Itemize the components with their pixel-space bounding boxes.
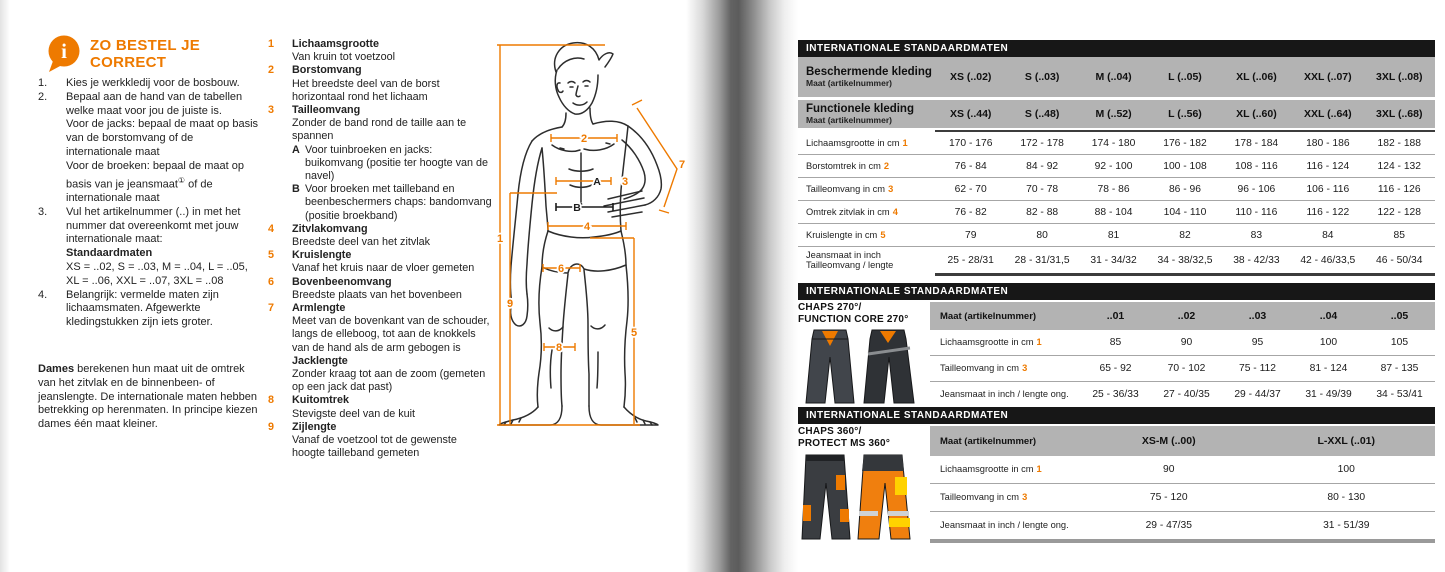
human-outline: [496, 43, 661, 425]
size-value-cell: 28 - 31/31,5: [1014, 254, 1070, 266]
size-column-header: XL (..60): [1236, 108, 1277, 120]
size-column-header: L (..56): [1168, 108, 1202, 120]
size-value-cell: 87 - 135: [1380, 363, 1419, 374]
size-value-cell: 25 - 36/33: [1092, 389, 1139, 400]
size-column-header: L (..05): [1168, 71, 1202, 83]
size-value-cell: 34 - 38/32,5: [1157, 254, 1213, 266]
definition-item: [268, 421, 492, 461]
size-value-cell: 104 - 110: [1163, 206, 1207, 218]
step-item: [38, 77, 262, 91]
column-group-sublabel: Maat (artikelnummer): [806, 115, 892, 126]
size-value-cell: 29 - 47/35: [1145, 520, 1192, 531]
size-value-cell: 65 - 92: [1099, 363, 1132, 374]
figure-ref-number: 3: [1022, 363, 1028, 374]
definition-desc: Vanaf het kruis naar de vloer gemeten: [292, 262, 475, 275]
measure-label-a: A: [593, 176, 601, 188]
page-edge-shade: [0, 0, 10, 572]
product-photo-chaps-360: [798, 451, 926, 543]
definition-item: [268, 223, 492, 249]
measure-line-b: [556, 203, 613, 211]
definition-desc: Zonder kraag tot aan de zoom (gemeten op een jack dat past): [292, 368, 486, 394]
page-fold-shadow: [686, 0, 798, 572]
ordering-steps: [38, 77, 262, 330]
figure-ref-number: 5: [880, 229, 886, 240]
step-number: 1.: [38, 77, 48, 89]
definition-desc: Stevigste deel van de kuit: [292, 407, 416, 420]
product-block: [798, 302, 928, 412]
figure-ref-number: 1: [1036, 464, 1042, 475]
step-text: XS = ..02, S = ..03, M = ..04, L = ..05, XL = ..06, XXL = ..07, 3XL = ..08: [66, 261, 248, 287]
size-columns: [935, 108, 1435, 120]
page-title: ZO BESTEL JE CORRECT: [90, 37, 201, 71]
size-column-header: XS (..44): [949, 108, 992, 120]
table-row: Omtrek zitvlak in cm 4 76 - 82 82 - 88 88 - 104 104 - 110 110 - 116 116 - 122 122 - 128: [798, 201, 1435, 224]
size-column-header: XS-M (..00): [1141, 435, 1196, 447]
column-group-label: Beschermende kleding: [806, 65, 932, 78]
table-row: Jeansmaat in inch / lengte ong. 29 - 47/35 31 - 51/39: [930, 512, 1435, 543]
size-value-cell: 31 - 49/39: [1305, 389, 1352, 400]
size-column-header: 3XL (..08): [1375, 71, 1423, 83]
definition-desc: Breedste deel van het zitvlak: [292, 236, 431, 249]
step-item: [38, 289, 262, 330]
definition-number: 7: [268, 302, 275, 315]
table-row: Tailleomvang in cm 3 62 - 70 70 - 78 78 - 86 86 - 96 96 - 106 106 - 116 116 - 126: [798, 178, 1435, 201]
size-value-cell: 79: [964, 229, 977, 241]
table-row: Kruislengte in cm 5 79 80 81 82 83 84 85: [798, 224, 1435, 247]
size-column-header: M (..52): [1095, 108, 1132, 120]
size-column-header: 3XL (..68): [1375, 108, 1423, 120]
figure-ref-number: 1: [1036, 337, 1042, 348]
product-photo-chaps-270: [798, 327, 926, 407]
definition-desc: Vanaf de voetzool tot de gewenste hoogte tailleband gemeten: [292, 434, 457, 460]
definition-term: Lichaamsgrootte: [292, 38, 379, 50]
size-value-cell: 116 - 126: [1377, 183, 1421, 195]
size-column-header: XXL (..64): [1303, 108, 1352, 120]
measure-label-4: 4: [583, 221, 591, 233]
size-value-cell: 170 - 176: [948, 137, 993, 149]
size-value-cell: 96 - 106: [1237, 183, 1276, 195]
table-row: Lichaamsgrootte in cm 1 90 100: [930, 456, 1435, 484]
size-value-cell: 88 - 104: [1094, 206, 1133, 218]
size-value-cell: 80: [1036, 229, 1048, 241]
size-value-cell: 105: [1390, 337, 1409, 348]
definition-number: 8: [268, 394, 275, 407]
size-value-cell: 100: [1319, 337, 1338, 348]
definition-term: Kuitomtrek: [292, 394, 349, 407]
size-column-header: L-XXL (..01): [1317, 435, 1376, 447]
size-value-cell: 106 - 116: [1306, 183, 1350, 195]
product-name: CHAPS 270°/: [798, 302, 862, 313]
size-value-cell: 90: [1180, 337, 1193, 348]
figure-ref-number: 2: [883, 160, 890, 171]
definition-subitem: A Voor tuinbroeken en jacks: buikomvang (positie ter hoogte van de navel): [292, 143, 489, 183]
step-text: Voor de jacks: bepaal de maat op basis van de borstomvang of de internationale maat: [66, 118, 259, 158]
measure-label-6: 6: [557, 263, 565, 275]
header-row: Maat (artikelnummer) ..01 ..02 ..03 ..04 ..05: [930, 302, 1435, 330]
header-row-functional: [798, 100, 1435, 128]
size-value-cell: 31 - 34/32: [1090, 254, 1137, 266]
size-value-cell: 95: [1251, 337, 1264, 348]
figure-ref-number: 3: [888, 183, 894, 194]
size-value-cell: 38 - 42/33: [1233, 254, 1280, 266]
product-name: CHAPS 360°/: [798, 426, 862, 437]
size-column-header: S (..48): [1024, 108, 1060, 120]
definition-number: 2: [268, 64, 275, 77]
measurement-definitions: [268, 38, 492, 461]
dames-note-lead: Dames: [38, 363, 75, 375]
size-value-cell: 122 - 128: [1377, 206, 1421, 218]
size-value-cell: 34 - 53/41: [1376, 389, 1423, 400]
definition-term: Kruislengte: [292, 249, 352, 262]
size-value-cell: 42 - 46/33,5: [1300, 254, 1356, 266]
size-value-cell: 76 - 84: [954, 160, 987, 172]
table-row: Lichaamsgrootte in cm 1 85 90 95 100 105: [930, 330, 1435, 356]
table-title-bar: INTERNATIONALE STANDAARDMATEN: [798, 283, 1435, 300]
step-text-bold: Standaardmaten: [66, 247, 153, 260]
size-column-header: XL (..06): [1236, 71, 1277, 83]
product-name: FUNCTION CORE 270°: [798, 313, 909, 325]
definition-desc: Zonder de band rond de taille aan te spannen: [292, 117, 467, 143]
table-row: Tailleomvang in cm 3 75 - 120 80 - 130: [930, 484, 1435, 512]
size-value-cell: 78 - 86: [1097, 183, 1130, 195]
definition-desc: Meet van de bovenkant van de schouder, langs de elleboog, tot aan de knokkels van de hand als de arm gebogen is: [292, 315, 490, 354]
size-value-cell: 82 - 88: [1026, 206, 1059, 218]
size-column-header: ..01: [1106, 310, 1125, 322]
size-value-cell: 29 - 44/37: [1234, 389, 1281, 400]
size-value-cell: 124 - 132: [1377, 160, 1421, 172]
size-value-cell: 75 - 120: [1149, 492, 1188, 503]
definition-number: 3: [268, 104, 275, 117]
measure-label-3: 3: [622, 176, 629, 188]
size-column-header: XXL (..07): [1303, 71, 1352, 83]
definition-number: 4: [268, 222, 275, 235]
size-value-cell: 178 - 184: [1234, 137, 1279, 149]
definition-term: Zitvlakomvang: [292, 222, 368, 235]
definition-item: [268, 249, 492, 275]
table-chaps-270: [798, 283, 1435, 409]
header-row: Maat (artikelnummer) XS-M (..00) L-XXL (..01): [930, 426, 1435, 456]
info-bubble-icon: [46, 34, 82, 79]
footnote-mark: ①: [177, 175, 186, 185]
size-value-cell: 100: [1337, 464, 1355, 475]
table-row: Jeansmaat in inch Tailleomvang / lengte 25 - 28/31 28 - 31/31,5 31 - 34/32 34 - 38/32,5 38 - 42/33 42 - 46/33,5 46 - 50/34: [798, 247, 1435, 273]
measure-label-7: 7: [679, 159, 686, 171]
column-group-sublabel: Maat (artikelnummer): [806, 78, 892, 89]
size-value-cell: 70 - 78: [1026, 183, 1059, 195]
step-text: Kies je werkkledij voor de bosbouw.: [66, 77, 240, 89]
size-value-cell: 25 - 28/31: [947, 254, 994, 266]
size-value-cell: 81: [1107, 229, 1120, 241]
size-column-header: ..03: [1248, 310, 1267, 322]
size-value-cell: 84: [1322, 229, 1334, 241]
size-value-cell: 110 - 116: [1235, 206, 1278, 218]
table-chaps-360: [798, 407, 1435, 543]
table-row: Jeansmaat in inch / lengte ong. 25 - 36/33 27 - 40/35 29 - 44/37 31 - 49/39 34 - 53/41: [930, 382, 1435, 409]
definition-desc: Het breedste deel van de borst horizontaal rond het lichaam: [292, 77, 440, 103]
measure-label-5: 5: [630, 327, 638, 339]
size-column-header: ..04: [1319, 310, 1338, 322]
table-row: Borstomtrek in cm 2 76 - 84 84 - 92 92 - 100 100 - 108 108 - 116 116 - 124 124 - 132: [798, 155, 1435, 178]
figure-ref-number: 1: [902, 137, 908, 148]
definition-term: Jacklengte: [292, 354, 348, 367]
definition-item: [268, 64, 492, 104]
size-columns: [935, 71, 1435, 83]
definition-item: [268, 302, 492, 394]
size-column-header: M (..04): [1095, 71, 1132, 83]
dames-note-text: berekenen hun maat uit de omtrek van het zitvlak en de binnenbeen- of jeanslengte. De internationale maten hebben betrekking op herenmaten. In principe kiezen dames één maat kleiner.: [38, 363, 258, 431]
size-value-cell: 80 - 130: [1327, 492, 1366, 503]
size-value-cell: 100 - 108: [1163, 160, 1207, 172]
size-value-cell: 182 - 188: [1377, 137, 1421, 149]
info-icon-glyph: i: [61, 39, 67, 63]
size-value-cell: 62 - 70: [954, 183, 987, 195]
step-text: Voor de broeken: bepaal de maat op basis van je jeansmaat① of de internationale maat: [66, 159, 244, 205]
table-standard-sizes: [798, 40, 1435, 276]
column-group-label: Functionele kleding: [806, 102, 914, 115]
size-column-header: ..02: [1177, 310, 1196, 322]
size-value-cell: 82: [1179, 229, 1191, 241]
definition-number: 6: [268, 275, 275, 288]
definition-term: Zijlengte: [292, 420, 337, 433]
size-column-header: S (..03): [1024, 71, 1060, 83]
step-item: [38, 206, 262, 289]
definition-item: [268, 38, 492, 64]
step-number: 4.: [38, 288, 48, 301]
size-value-cell: 31 - 51/39: [1323, 520, 1370, 531]
step-text: Belangrijk: vermelde maten zijn lichaamsmaten. Afgewerkte kledingstukken zijn iets groter.: [66, 288, 219, 329]
size-value-cell: 83: [1250, 229, 1263, 241]
size-value-cell: 174 - 180: [1091, 137, 1136, 149]
measure-label-8: 8: [555, 342, 563, 354]
definition-number: 9: [268, 420, 275, 433]
size-value-cell: 116 - 122: [1306, 206, 1350, 218]
size-value-cell: 75 - 112: [1238, 363, 1277, 374]
figure-ref-number: 4: [892, 206, 898, 217]
definition-item: [268, 104, 492, 223]
step-item: [38, 91, 262, 206]
definition-desc: Breedste plaats van het bovenbeen: [292, 288, 462, 301]
size-value-cell: 172 - 178: [1020, 137, 1064, 149]
size-value-cell: 116 - 124: [1306, 160, 1350, 172]
definition-number: 5: [268, 249, 275, 262]
product-block: [798, 426, 928, 548]
step-number: 2.: [38, 90, 48, 103]
definition-term: Armlengte: [292, 302, 346, 315]
size-value-cell: 84 - 92: [1026, 160, 1059, 172]
size-value-cell: 90: [1163, 464, 1175, 475]
body-measurement-diagram: [480, 16, 698, 467]
measure-label-b: B: [573, 202, 581, 214]
size-value-cell: 176 - 182: [1163, 137, 1207, 149]
size-value-cell: 46 - 50/34: [1376, 254, 1423, 266]
measure-label-1: 1: [496, 233, 504, 245]
size-column-header: XS (..02): [949, 71, 992, 83]
table-row: Tailleomvang in cm 3 65 - 92 70 - 102 75 - 112 81 - 124 87 - 135: [930, 356, 1435, 382]
size-value-cell: 85: [1109, 337, 1122, 348]
definition-number: 1: [268, 38, 275, 50]
size-value-cell: 76 - 82: [954, 206, 987, 218]
definition-term: Tailleomvang: [292, 104, 361, 117]
size-value-cell: 180 - 186: [1306, 137, 1350, 149]
step-number: 3.: [38, 205, 48, 218]
table-rule: [935, 273, 1435, 276]
size-value-cell: 81 - 124: [1309, 363, 1348, 374]
size-value-cell: 70 - 102: [1167, 363, 1206, 374]
definition-subitem: B Voor broeken met tailleband en beenbeschermers chaps: bandomvang (positie broekband): [292, 183, 492, 222]
table-row: Lichaamsgrootte in cm 1 170 - 176 172 - 178 174 - 180 176 - 182 178 - 184 180 - 186 182 - 188: [798, 132, 1435, 155]
size-value-cell: 86 - 96: [1168, 183, 1201, 195]
definition-desc: Van kruin tot voetzool: [292, 51, 396, 64]
size-value-cell: 27 - 40/35: [1163, 389, 1210, 400]
size-column-header: ..05: [1390, 310, 1409, 322]
measure-label-2: 2: [580, 133, 588, 145]
definition-term: Bovenbeenomvang: [292, 275, 392, 288]
definition-item: [268, 276, 492, 302]
step-text: Bepaal aan de hand van de tabellen welke maat voor jou de juiste is.: [66, 90, 243, 117]
dames-note: [38, 363, 262, 432]
header-row-protective: [798, 57, 1435, 97]
step-text: Vul het artikelnummer (..) in met het nummer dat overeenkomt met jouw internationale maat:: [66, 205, 241, 246]
definition-item: [268, 394, 492, 420]
table-title-bar: INTERNATIONALE STANDAARDMATEN: [798, 407, 1435, 424]
size-value-cell: 108 - 116: [1235, 160, 1278, 172]
table-title-bar: INTERNATIONALE STANDAARDMATEN: [798, 40, 1435, 57]
figure-ref-number: 3: [1022, 492, 1028, 503]
measure-label-9: 9: [506, 298, 514, 310]
definition-term: Borstomvang: [292, 64, 362, 77]
size-value-cell: 85: [1393, 229, 1405, 241]
product-name: PROTECT MS 360°: [798, 437, 891, 449]
size-value-cell: 92 - 100: [1094, 160, 1133, 172]
